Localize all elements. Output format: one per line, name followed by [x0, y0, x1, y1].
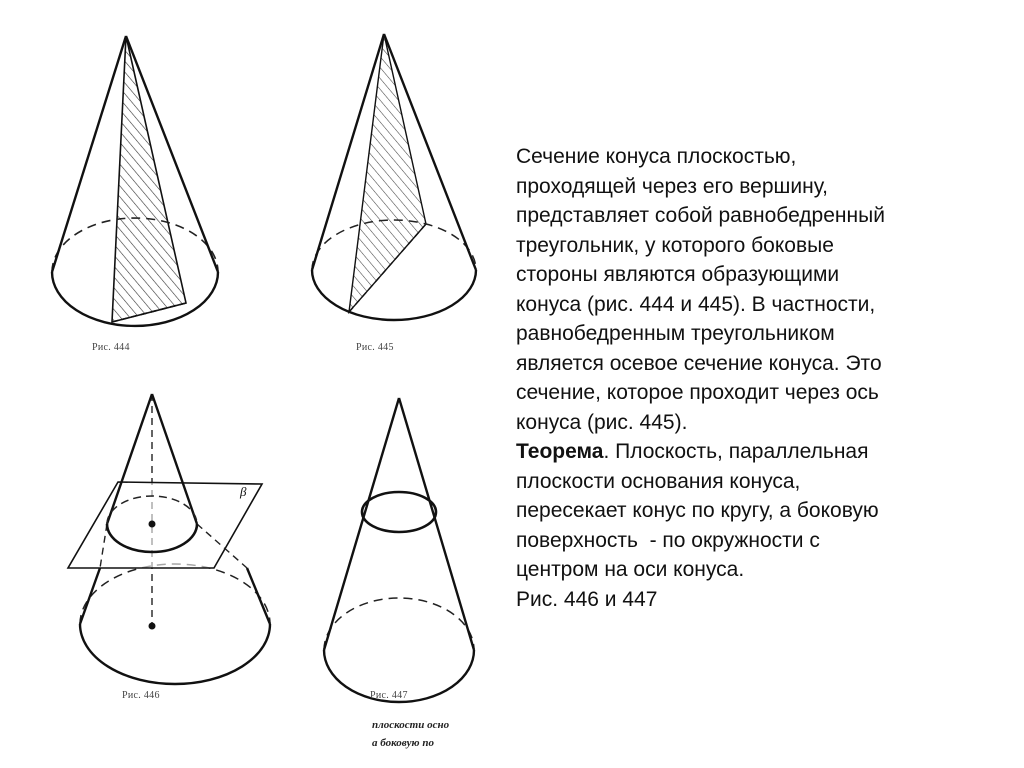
theorem-line-1: [516, 437, 986, 467]
cone-left-edge: [324, 398, 399, 650]
cone-right-edge: [399, 398, 474, 650]
cone-right-edge-bottom: [247, 568, 270, 624]
cone-left-edge: [52, 36, 126, 272]
figure-446-plane-section: [0, 380, 290, 700]
figure-445-axial-section: [250, 0, 500, 370]
section-circle: [362, 492, 436, 532]
theorem-line-4: поверхность - по окружности с: [516, 528, 820, 552]
text-line-6: конуса (рис. 444 и 445). В частности,: [516, 292, 876, 316]
text-line-9: сечение, которое проходит через ось: [516, 381, 879, 404]
text-line-2: проходящей через его вершину,: [516, 174, 828, 198]
explanation-text: [516, 142, 986, 614]
base-back-dashed: [324, 598, 474, 650]
caption-446: Рис. 446: [122, 690, 160, 701]
text-line-7: равнобедренным треугольником: [516, 322, 835, 345]
caption-445: Рис. 445: [356, 342, 394, 353]
cone-left-edge-bottom: [80, 568, 100, 624]
text-line-5: стороны являются образующими: [516, 263, 840, 286]
text-line-10: конуса (рис. 445).: [516, 410, 688, 434]
section-triangle: [349, 34, 426, 312]
text-line-3: представляет собой равнобедренный: [516, 204, 885, 227]
figure-444-cone-section: [0, 0, 250, 370]
figure-447-parallel-section: [290, 380, 510, 700]
plane-beta: [68, 482, 262, 568]
section-triangle: [112, 36, 186, 322]
base-front: [312, 270, 476, 320]
theorem-label: Теорема: [516, 440, 604, 463]
plane-label: β: [240, 484, 247, 499]
base-front: [80, 624, 270, 684]
text-line-1: Сечение конуса плоскостью,: [516, 145, 797, 168]
base-back-dashed: [80, 564, 270, 624]
fragment-line-2: а боковую по: [372, 737, 434, 749]
figures-panel: [0, 0, 500, 768]
fragment-line-1: плоскости осно: [372, 719, 450, 731]
theorem-line-5: центром на оси конуса.: [516, 558, 745, 581]
text-line-4: треугольник, у которого боковые: [516, 233, 834, 257]
base-center-point: [149, 623, 156, 630]
caption-444: Рис. 444: [92, 342, 130, 353]
theorem-line-1-rest: . Плоскость, параллельная: [603, 440, 869, 463]
section-center-point: [149, 521, 156, 528]
book-text-fragment: [372, 716, 482, 752]
caption-447: Рис. 447: [370, 690, 408, 701]
theorem-line-3: пересекает конус по кругу, а боковую: [516, 499, 879, 522]
figure-reference: Рис. 446 и 447: [516, 587, 658, 611]
text-line-8: является осевое сечение конуса. Это: [516, 351, 882, 375]
theorem-line-2: плоскости основания конуса,: [516, 469, 801, 493]
